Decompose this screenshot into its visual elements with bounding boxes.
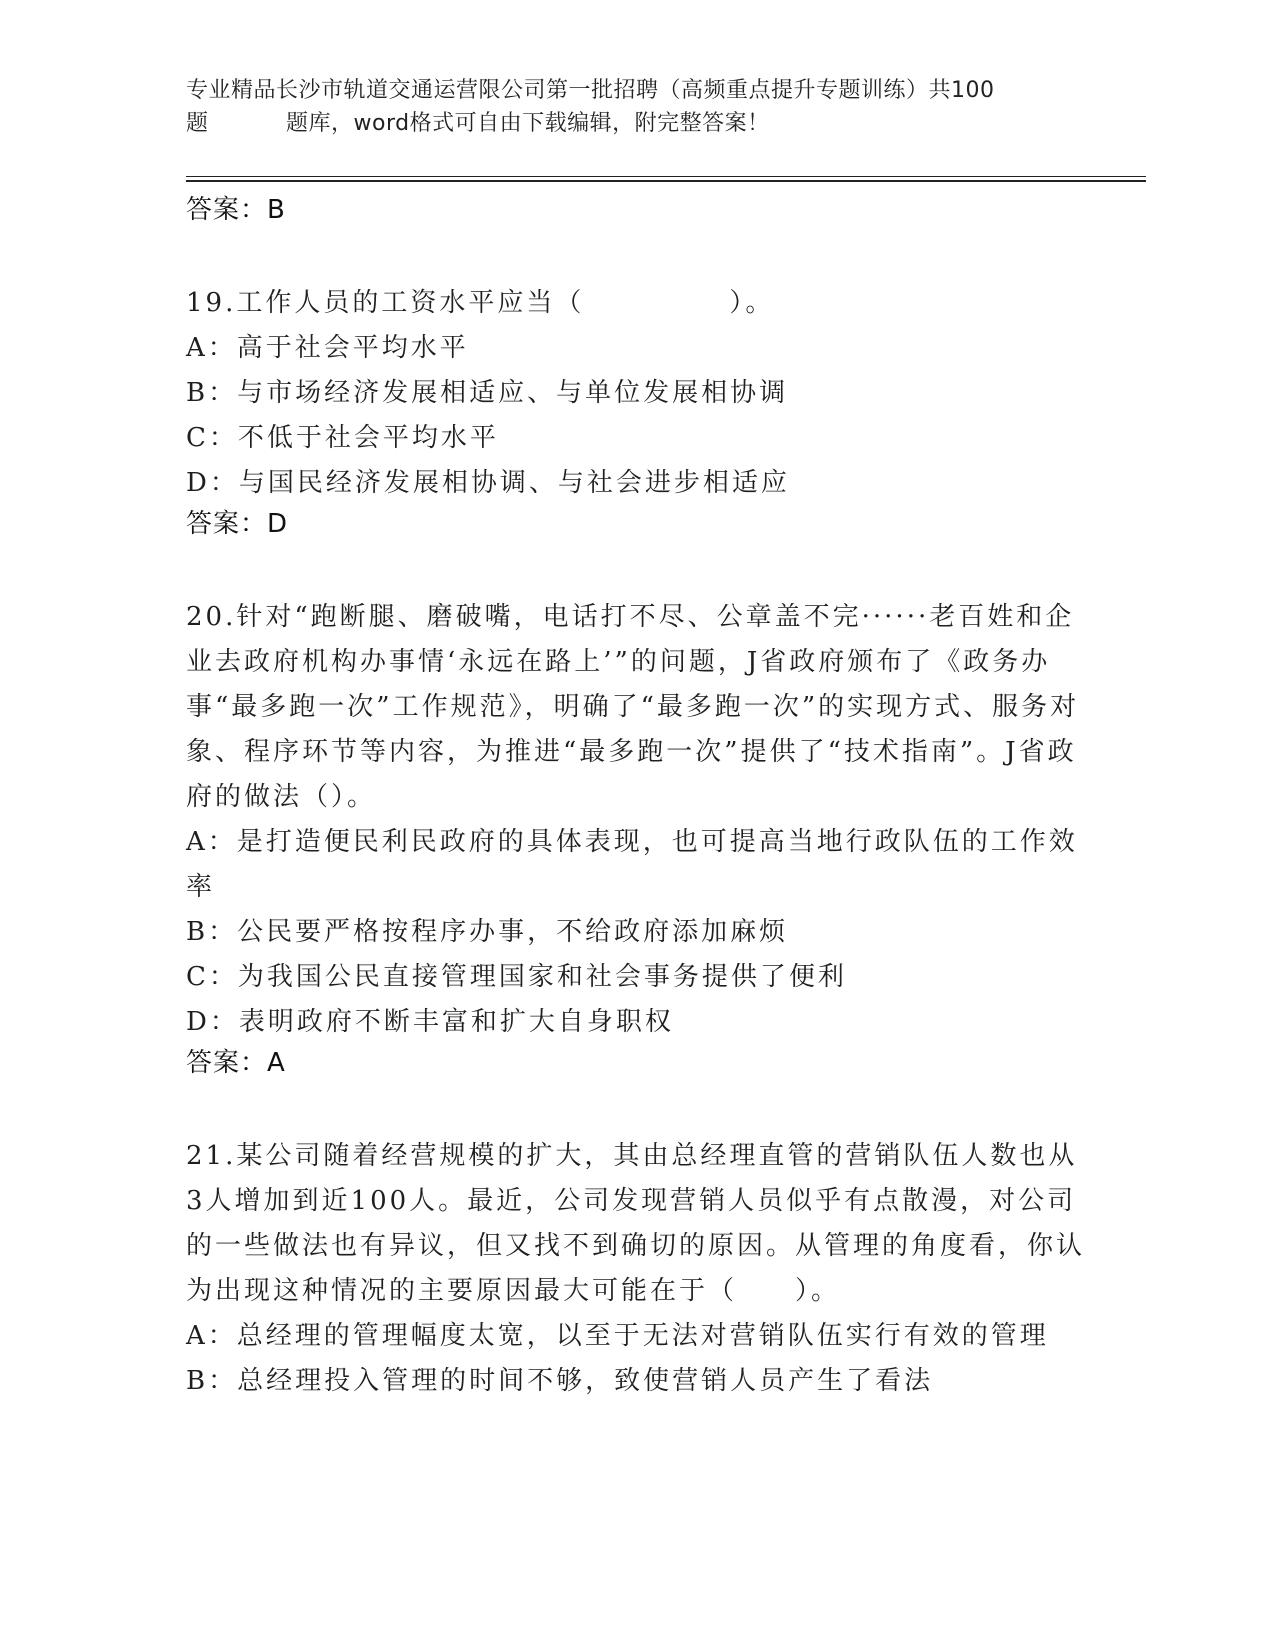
option-c: C：为我国公民直接管理国家和社会事务提供了便利 (186, 962, 847, 992)
spacer (186, 1081, 1086, 1134)
option-b: B：总经理投入管理的时间不够，致使营销人员产生了看法 (186, 1366, 934, 1396)
question-answer: 答案：D (186, 509, 289, 539)
option-a: A：总经理的管理幅度太宽，以至于无法对营销队伍实行有效的管理 (186, 1321, 1049, 1351)
option-a: A：是打造便民利民政府的具体表现，也可提高当地行政队伍的工作效率 (186, 827, 1078, 902)
option-b: B：与市场经济发展相适应、与单位发展相协调 (186, 378, 789, 408)
question-stem: 21.某公司随着经营规模的扩大，其由总经理直管的营销队伍人数也从3人增加到近100人。最近，公司发现营销人员似乎有点散漫，对公司的一些做法也有异议，但又找不到确切的原因。从管理的角度看，你认为出现这种情况的主要原因最大可能在于（ ）。 (186, 1141, 1086, 1306)
header-title-line2-rest: 题库，word格式可自由下载编辑，附完整答案！ (286, 111, 770, 136)
header-divider-thick (186, 180, 1146, 182)
question-20 (186, 595, 1086, 1081)
option-d: D：表明政府不断丰富和扩大自身职权 (186, 1007, 674, 1037)
spacer (186, 542, 1086, 595)
previous-answer: 答案：B (186, 195, 286, 225)
option-b: B：公民要严格按程序办事，不给政府添加麻烦 (186, 917, 789, 947)
question-stem: 20.针对“跑断腿、磨破嘴，电话打不尽、公章盖不完······老百姓和企业去政府机构办事情‘永远在路上’”的问题，J省政府颁布了《政务办事“最多跑一次”工作规范》，明确了“最多跑一次”的实现方式、服务对象、程序环节等内容，为推进“最多跑一次”提供了“技术指南”。J省政府的做法（）。 (186, 602, 1080, 812)
header-title-line2-lead: 题 (186, 111, 209, 136)
page-header (186, 74, 1086, 140)
option-d: D：与国民经济发展相协调、与社会进步相适应 (186, 468, 790, 498)
question-21 (186, 1134, 1086, 1404)
header-divider-thin (186, 176, 1146, 177)
option-c: C：不低于社会平均水平 (186, 423, 499, 453)
question-stem: 19.工作人员的工资水平应当（ ）。 (186, 288, 775, 318)
header-title-line2 (186, 107, 1086, 140)
header-title-line1: 专业精品长沙市轨道交通运营限公司第一批招聘（高频重点提升专题训练）共100 (186, 78, 995, 103)
question-list (186, 192, 1086, 1404)
spacer (186, 228, 1086, 281)
question-answer: 答案：A (186, 1048, 286, 1078)
question-19 (186, 281, 1086, 542)
option-a: A：高于社会平均水平 (186, 333, 469, 363)
